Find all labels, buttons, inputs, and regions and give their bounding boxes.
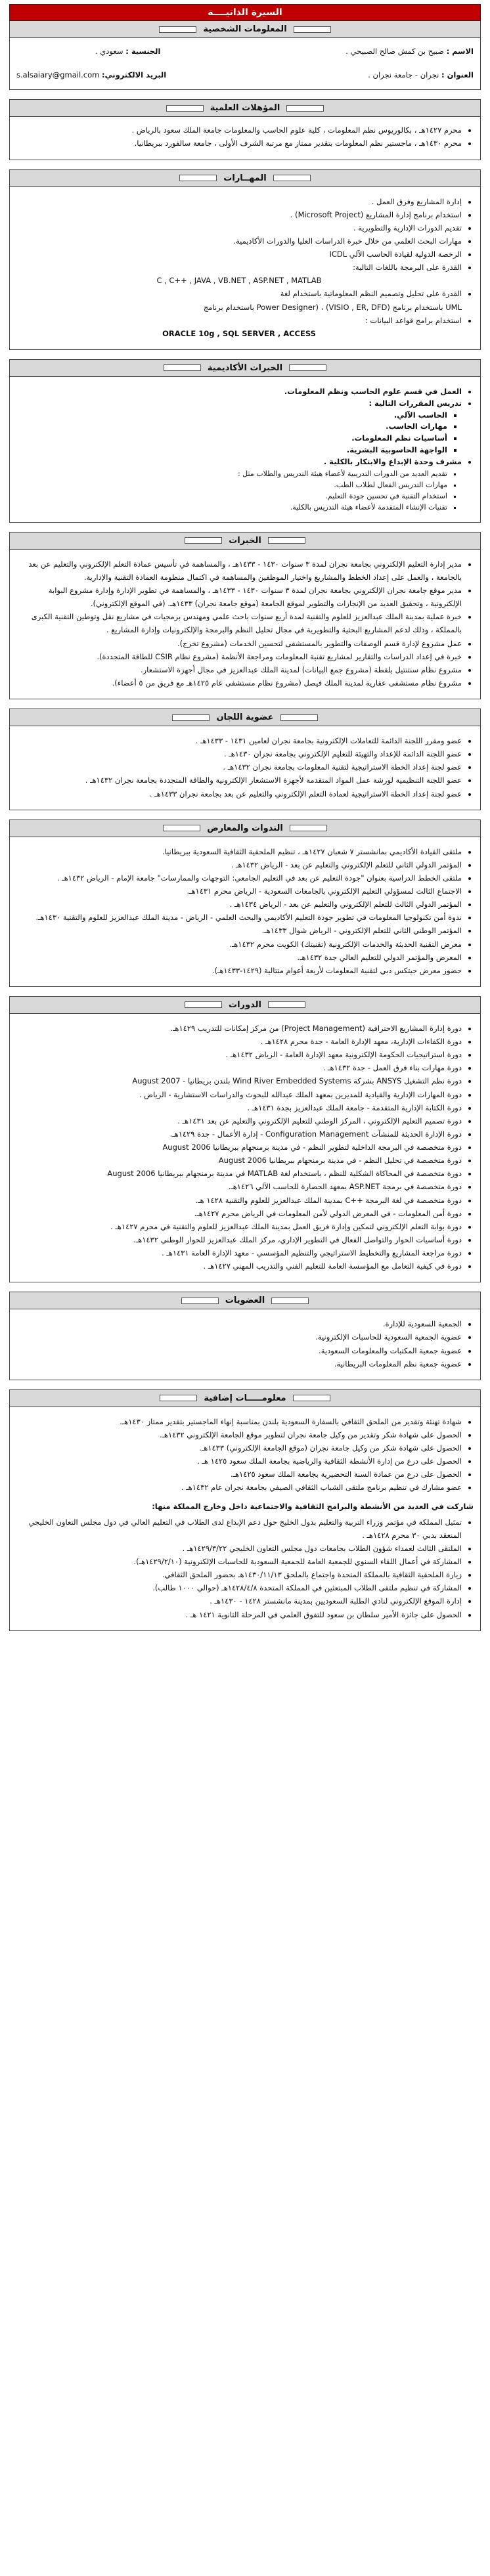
address-label: العنوان : bbox=[441, 70, 474, 80]
skill-item: C , C++ , JAVA , VB.NET , ASP.NET , MATLAB bbox=[156, 276, 322, 286]
supervisor-item: ▪ تقديم العديد من الدورات التدريبية لأعضاء هيئة التدريس والطلاب مثل : bbox=[16, 468, 447, 479]
experience-item: • مدير موقع جامعة نجران الإلكتروني بجامعة نجران لمدة ٣ سنوات ١٤٣٠ - ١٤٣٣هـ ، والمساهمة في تطوير الإدارة وإدارة مشروع البوابة الإلكترونية ، وتحقيق العديد من الإنجازات والتطوير لموقع الجامعة (موقع جامعة نجران) ١٤٣٣هـ. (في الموقع الإلكتروني). bbox=[16, 584, 462, 610]
committees-header bbox=[9, 709, 481, 726]
course-item: ▪ أساسيات نظم المعلومات. bbox=[16, 433, 447, 445]
memberships-list bbox=[16, 1317, 474, 1370]
additional-item: • شهادة تهنئة وتقدير من الملحق الثقافي بالسفارة السعودية بلندن بمناسبة إنهاء الماجستير بتقدير ممتاز ١٤٣٠هـ. bbox=[16, 1415, 462, 1428]
academic-header bbox=[9, 359, 481, 377]
committees-box bbox=[9, 726, 481, 810]
seminar-item: • ملتقى القيادة الأكاديمي بمانشستر ٧ شعبان ١٤٢٧هـ ، تنظيم الملحقية الثقافية السعودية ببريطانيا. bbox=[16, 845, 462, 858]
header-bar-left bbox=[166, 105, 204, 112]
participation-item: • المشاركة في تنظيم ملتقى الطلاب المبتعثين في المملكة المتحدة ١٤٢٨/٤/٨هـ (حوالي ١٠٠٠ طالب). bbox=[16, 1581, 462, 1594]
course-entry: • دورة بوابة التعلم الإلكتروني لتمكين وإدارة فريق العمل بمدينة الملك عبدالعزيز للعلوم والتقنية في محرم ١٤٢٧هـ . bbox=[16, 1220, 462, 1233]
skill-item: • استخدام برامج قواعد البيانات : bbox=[16, 314, 462, 327]
course-entry: • دورة متخصصة في البرمجة الداخلية لتطوير النظم - في مدينة برمنجهام ببريطانيا August 2006 bbox=[16, 1141, 462, 1154]
membership-item: • عضوية جمعية المكتبات والمعلومات السعودية. bbox=[16, 1344, 462, 1357]
course-entry: • دورة الكفاءات الإدارية، معهد الإدارة العامة - جدة محرم ١٤٢٨هـ . bbox=[16, 1035, 462, 1048]
experience-box bbox=[9, 550, 481, 699]
supervisor-label: • مشرف وحدة الإبداع والابتكار بالكلية . bbox=[16, 456, 462, 468]
header-bar-left bbox=[185, 537, 222, 544]
course-entry: • دورة أساسيات الحوار والتواصل الفعال في التطوير الإداري، مركز الملك عبدالعزيز للحوار الوطني ١٤٣٢هـ. bbox=[16, 1233, 462, 1246]
experience-item: • عمل مشروع لإدارة قسم الوصفات والتطوير بالمستشفى لتحسين الخدمات (مشروع تخرج). bbox=[16, 637, 462, 650]
seminar-item: • ندوة أمن تكنولوجيا المعلومات في تطوير جودة التعليم الأكاديمي والبحث العلمي - الرياض - مدينة الملك عبدالعزيز للعلوم والتقنية ١٤٣٠هـ. bbox=[16, 911, 462, 924]
supervisor-items bbox=[16, 468, 474, 513]
email-value[interactable]: s.alsaiary@gmail.com bbox=[16, 70, 100, 80]
memberships-header bbox=[9, 1292, 481, 1309]
supervisor-item: ▪ استخدام التقنية في تحسين جودة التعليم. bbox=[16, 491, 447, 502]
personal-info-heading: المعلومات الشخصية bbox=[203, 24, 287, 34]
additional-item: • عضو مشارك في تنظيم برنامج ملتقى الشباب الثقافي الصيفي بجامعة نجران عام ١٤٣٢هـ . bbox=[16, 1481, 462, 1494]
experience-item: • مدير إدارة التعليم الإلكتروني بجامعة نجران لمدة ٣ سنوات ١٤٣٠ - ١٤٣٣هـ ، والمساهمة في تأسيس عمادة التعلم الإلكتروني والتعليم عن بعد بالجامعة ، والعمل على إعداد الخطط والمشاريع واختيار الموظفين والمساهمة في اكتمال منظومة العمادة التقنية والإدارية. bbox=[16, 557, 462, 584]
nationality-value: سعودي . bbox=[95, 47, 123, 56]
education-box bbox=[9, 117, 481, 160]
personal-row-1 bbox=[16, 45, 474, 58]
course-entry: • دورة متخصصة في لغة البرمجة ++C بمدينة الملك عبدالعزيز للعلوم والتقنية ١٤٢٨ هـ. bbox=[16, 1194, 462, 1207]
skills-list bbox=[16, 195, 474, 340]
skill-item: • مهارات البحث العلمي من خلال خبرة الدراسات العليا والدورات الأكاديمية. bbox=[16, 234, 462, 248]
teaching-label: • تدريس المقررات التالية : bbox=[16, 398, 462, 410]
experience-item: • خبرة عملية بمدينة الملك عبدالعزيز للعلوم والتقنية لمدة أربع سنوات باحث علمي ومهندس برمجيات في مشاريع نقل وتوطين التقنية الكبرى بالمملكة ، وذلك لدعم المشاريع البحثية والتطويرية في مجال تحليل النظم والبرمجة والإلكترونيات وإدارة المشاريع . bbox=[16, 610, 462, 636]
education-list bbox=[16, 123, 474, 150]
skill-item: UML باستخدام برنامج (VISIO , ER, DFD) ، (Power Designer باستخدام برنامج bbox=[203, 302, 462, 312]
course-entry: • دورة استراتيجيات الحكومة الإلكترونية معهد الإدارة العامة - الرياض ١٤٣٢هـ . bbox=[16, 1048, 462, 1061]
seminar-item: • المؤتمر الوطني الثاني للتعلم الإلكتروني - الرياض شوال ١٤٣٣هـ. bbox=[16, 924, 462, 937]
course-entry: • دورة الكتابة الإدارية المتقدمة - جامعة الملك عبدالعزيز بجدة ١٤٣١هـ . bbox=[16, 1101, 462, 1114]
course-entry: • دورة نظم التشغيل ANSYS بشركة Wind River Embedded Systems بلندن بريطانيا - August 2007 bbox=[16, 1074, 462, 1087]
committee-item: • عضو لجنة إعداد الخطة الاستراتيجية لتقنية المعلومات بجامعة نجران ١٤٣٢هـ . bbox=[16, 760, 462, 774]
name-value: صبيح بن كمش صالح الصبيحي . bbox=[345, 47, 444, 56]
additional-item: • الحصول على شهادة شكر وتقدير من وكيل جامعة نجران لتطوير موقع الجامعة الإلكتروني ١٤٣٢هـ. bbox=[16, 1428, 462, 1441]
cv-container bbox=[9, 4, 481, 1631]
skill-item: • الرخصة الدولية لقيادة الحاسب الآلي ICDL bbox=[16, 248, 462, 261]
experience-heading: الخبرات bbox=[229, 535, 261, 546]
header-bar-right bbox=[290, 825, 327, 831]
additional-list bbox=[16, 1415, 474, 1495]
experience-item: • خبرة في إعداد الدراسات والتقارير لمشاريع تقنية المعلومات ومراجعة الأنظمة (مشروع نظام CSIR للطاقة المتجددة). bbox=[16, 650, 462, 663]
nationality-label: الجنسية : bbox=[125, 47, 161, 56]
membership-item: • عضوية الجمعية السعودية للحاسبات الإلكترونية. bbox=[16, 1330, 462, 1343]
experience-header bbox=[9, 532, 481, 550]
seminars-heading: الندوات والمعارض bbox=[207, 823, 283, 833]
seminar-item: • المؤتمر الدولي الثالث للتعلم الإلكتروني والتعليم عن بعد - الرياض ١٤٣٤هـ . bbox=[16, 898, 462, 911]
address-field bbox=[368, 68, 474, 81]
header-bar-right bbox=[294, 26, 331, 33]
header-bar-right bbox=[268, 1001, 305, 1008]
membership-item: • عضوية جمعية نظم المعلومات البريطانية. bbox=[16, 1357, 462, 1370]
participation-item: • المشاركة في أعمال اللقاء السنوي للجمعية العامة للجمعية السعودية للحاسبات الإلكترونية (١٤٢٩/٢/١٠هـ). bbox=[16, 1555, 462, 1568]
memberships-box bbox=[9, 1309, 481, 1380]
participation-item: • تمثيل المملكة في مؤتمر وزراء التربية والتعليم بدول الخليج حول دعم الإبداع لدى الطلاب في التعليم العالي في دول مجلس التعاون الخليجي المنعقد بدبي ٣٠ محرم ١٤٢٨هـ . bbox=[16, 1516, 462, 1542]
header-bar-right bbox=[286, 105, 324, 112]
supervisor-item: ▪ تقنيات الإنشاء المتقدمة لأعضاء هيئة التدريس بالكلية. bbox=[16, 502, 447, 513]
course-entry: • دورة مراجعة المشاريع والتخطيط الاستراتيجي والتنظيم المؤسسي - معهد الإدارة العامة ١٤٣١هـ . bbox=[16, 1246, 462, 1259]
personal-info-box bbox=[9, 38, 481, 90]
experience-item: • مشروع نظام سنتنتيل بلقطة (مشروع جمع البيانات) لمدينة الملك عبدالعزيز في مجال أجهزة الاستشعار. bbox=[16, 663, 462, 676]
course-entry: • دورة مهارات بناء فرق العمل - جدة ١٤٣٢هـ . bbox=[16, 1061, 462, 1074]
course-item: ▪ الواجهة الحاسوبية البشرية. bbox=[16, 445, 447, 456]
supervisor-list bbox=[16, 456, 474, 468]
skills-box bbox=[9, 187, 481, 350]
committees-list bbox=[16, 734, 474, 800]
course-entry: • دورة تصميم التعليم الإلكتروني ، المركز الوطني للتعليم الإلكتروني والتعليم عن بعد ١٤٣١هـ . bbox=[16, 1114, 462, 1127]
address-value: نجران - جامعة نجران . bbox=[368, 70, 439, 80]
skill-item: ORACLE 10g , SQL SERVER , ACCESS bbox=[162, 328, 316, 338]
additional-header bbox=[9, 1389, 481, 1407]
supervisor-item: ▪ مهارات التدريس الفعال لطلاب الطب. bbox=[16, 479, 447, 491]
additional-box bbox=[9, 1407, 481, 1631]
name-field bbox=[345, 45, 474, 58]
academic-intro: • العمل في قسم علوم الحاسب ونظم المعلومات. bbox=[16, 386, 462, 398]
committees-heading: عضوية اللجان bbox=[216, 712, 274, 722]
course-item: ▪ مهارات الحاسب. bbox=[16, 421, 447, 433]
participation-item: • الحصول على جائزة الأمير سلطان بن سعود للتفوق العلمي في المرحلة الثانوية ١٤٢١ هـ . bbox=[16, 1608, 462, 1621]
personal-info-header bbox=[9, 21, 481, 38]
experience-list bbox=[16, 557, 474, 689]
header-bar-left bbox=[163, 825, 200, 831]
seminar-item: • معرض التقنية الحديثة والخدمات الإلكترونية (تقنيتك) الكويت محرم ١٤٣٢هـ. bbox=[16, 938, 462, 951]
education-heading: المؤهلات العلمية bbox=[210, 103, 280, 114]
additional-item: • الحصول على درع من إدارة الأنشطة الثقافية والرياضية بجامعة الملك سعود ١٤٢٥ هـ . bbox=[16, 1454, 462, 1468]
header-bar-left bbox=[164, 364, 201, 371]
skill-item: • القدرة على تحليل وتصميم النظم المعلوماتية باستخدام لغة bbox=[16, 287, 462, 300]
header-bar-right bbox=[271, 1298, 309, 1304]
participation-item: • إدارة الموقع الإلكتروني لنادي الطلبة السعوديين بمدينة مانشستر ١٤٢٨ - ١٤٣٠هـ . bbox=[16, 1594, 462, 1607]
experience-item: • مشروع نظام مستشفى عقارية لمدينة الملك فيصل (مشروع نظام مستشفى عام ١٤٢٥هـ مع فريق من ٥ أعضاء). bbox=[16, 676, 462, 689]
academic-heading: الخبرات الأكاديمية bbox=[207, 362, 283, 373]
seminar-item: • المؤتمر الدولي الثاني للتعلم الإلكتروني والتعليم عن بعد - الرياض ١٤٣٢هـ . bbox=[16, 858, 462, 871]
course-entry: • دورة الإدارة الحديثة للمنشآت Configuration Management - إدارة الأعمال - جدة ١٤٢٩هـ. bbox=[16, 1127, 462, 1141]
seminars-header bbox=[9, 819, 481, 837]
courses-heading: الدورات bbox=[229, 999, 261, 1010]
header-bar-left bbox=[181, 1298, 219, 1304]
committee-item: • عضو اللجنة التنظيمية لورشة عمل المواد المتقدمة لأجهزة الاستشعار الإلكترونية والطاقة المتجددة بجامعة نجران ١٤٣٢هـ . bbox=[16, 774, 462, 787]
course-entry: • دورة أمن المعلومات - في المعرض الدولي لأمن المعلومات في الرياض محرم ١٤٢٧هـ. bbox=[16, 1207, 462, 1220]
courses-header bbox=[9, 996, 481, 1014]
education-header bbox=[9, 99, 481, 117]
skills-header bbox=[9, 169, 481, 187]
additional-heading: معلومـــــات إضافية bbox=[204, 1393, 286, 1403]
committee-item: • عضو ومقرر اللجنة الدائمة للتعاملات الإلكترونية بجامعة نجران لعامين ١٤٣١ - ١٤٣٣هـ . bbox=[16, 734, 462, 747]
header-bar-right bbox=[289, 364, 326, 371]
seminars-list bbox=[16, 845, 474, 977]
course-entry: • دورة متخصصة في تحليل النظم - في مدينة برمنجهام ببريطانيا August 2006 bbox=[16, 1154, 462, 1167]
membership-item: • الجمعية السعودية للإدارة. bbox=[16, 1317, 462, 1330]
course-entry: • دورة في كيفية التعامل مع المؤسسة العامة للتعليم الفني والتدريب المهني ١٤٢٧هـ . bbox=[16, 1259, 462, 1273]
name-label: الاسم : bbox=[446, 47, 474, 56]
skill-item: • تقديم الدورات الإدارية والتطويرية . bbox=[16, 221, 462, 234]
skills-heading: المهــارات bbox=[223, 173, 267, 183]
course-entry: • دورة متخصصة في برمجة ASP.NET بمعهد الحضارة للحاسب الآلي ١٤٢٦هـ. bbox=[16, 1180, 462, 1193]
course-entry: • دورة إدارة المشاريع الاحترافية (Project Management) من مركز إمكانات للتدريب ١٤٢٩هـ. bbox=[16, 1022, 462, 1035]
committee-item: • عضو لجنة إعداد الخطة الاستراتيجية لعمادة التعلم الإلكتروني والتعليم عن بعد بجامعة نجران ١٤٣٣هـ . bbox=[16, 787, 462, 800]
committee-item: • عضو اللجنة الدائمة للإعداد والتهيئة للتعليم الإلكتروني بجامعة نجران ١٤٣٠هـ . bbox=[16, 747, 462, 760]
header-bar-left bbox=[159, 26, 196, 33]
participation-title: شاركت في العديد من الأنشطة والبرامج الثقافية والاجتماعية داخل وخارج المملكة منها: bbox=[152, 1501, 474, 1511]
additional-item: • الحصول على درع من عمادة السنة التحضيرية بجامعة الملك سعود ١٤٢٥هـ. bbox=[16, 1468, 462, 1481]
participation-list bbox=[16, 1516, 474, 1621]
course-item: ▪ الحاسب الآلي. bbox=[16, 410, 447, 422]
skill-item: • استخدام برنامج إدارة المشاريع (Microsoft Project) . bbox=[16, 208, 462, 221]
participation-item: • الملتقى الثالث لعمداء شؤون الطلاب بجامعات دول مجلس التعاون الخليجي ١٤٢٩/٣/٢٢هـ . bbox=[16, 1542, 462, 1555]
seminar-item: • حضور معرض جيتكس دبي لتقنية المعلومات لأربعة أعوام متتالية (١٤٢٩-١٤٣٣هـ). bbox=[16, 964, 462, 977]
seminar-item: • المعرض والمؤتمر الدولي للتعليم العالي جدة ١٤٣٢هـ. bbox=[16, 951, 462, 964]
header-bar-right bbox=[273, 175, 311, 181]
header-bar-right bbox=[293, 1395, 330, 1401]
seminars-box bbox=[9, 837, 481, 987]
skill-item: • إدارة المشاريع وفرق العمل . bbox=[16, 195, 462, 208]
academic-list bbox=[16, 386, 474, 410]
participation-item: • زيارة الملحقية الثقافية بالمملكة المتحدة واجتماع بالملحق ١٤٣٠/١١/١٣هـ بحضور الملحق الثقافي. bbox=[16, 1568, 462, 1581]
education-item: • محرم ١٤٣٠هـ ، ماجستير نظم المعلومات بتقدير ممتاز مع مرتبة الشرف الأولى ، جامعة سالفورد ببريطانيا. bbox=[16, 137, 462, 150]
memberships-heading: العضويات bbox=[225, 1296, 265, 1306]
email-label: البريد الالكتروني: bbox=[102, 70, 167, 80]
courses-list bbox=[16, 1022, 474, 1273]
education-item: • محرم ١٤٢٧هـ ، بكالوريوس نظم المعلومات ، كلية علوم الحاسب والمعلومات جامعة الملك سعود بالرياض . bbox=[16, 123, 462, 137]
seminar-item: • ملتقى الخطط الدراسية بعنوان "جودة التعليم عن بعد في التعليم الجامعي: التوجهات والممارسات" جامعة الإمام - الرياض ١٤٣٢هـ . bbox=[16, 871, 462, 884]
header-bar-left bbox=[160, 1395, 197, 1401]
email-field bbox=[16, 68, 166, 81]
courses-box bbox=[9, 1014, 481, 1282]
skill-item: • القدرة على البرمجة باللغات التالية: bbox=[16, 261, 462, 274]
course-entry: • دورة متخصصة في المحاكاة الشكلية للنظم ، باستخدام لغة MATLAB في مدينة برمنجهام ببريطانيا August 2006 bbox=[16, 1167, 462, 1180]
header-bar-right bbox=[268, 537, 305, 544]
page-title: السيرة الذاتيــــة bbox=[9, 4, 481, 21]
academic-box bbox=[9, 377, 481, 523]
header-bar-left bbox=[179, 175, 217, 181]
header-bar-right bbox=[280, 714, 318, 721]
course-entry: • دورة المهارات الإدارية والقيادية للمديرين بمعهد الملك عبدالله للبحوث والدراسات الاستشارية - الرياض . bbox=[16, 1088, 462, 1101]
course-list bbox=[16, 410, 474, 456]
additional-item: • الحصول على شهادة شكر من وكيل جامعة نجران (موقع الجامعة الإلكتروني) ١٤٣٣هـ. bbox=[16, 1441, 462, 1454]
seminar-item: • الاجتماع الثالث لمسؤولي التعليم الإلكتروني بالجامعات السعودية - الرياض محرم ١٤٣١هـ. bbox=[16, 884, 462, 898]
personal-row-2 bbox=[16, 68, 474, 81]
header-bar-left bbox=[172, 714, 210, 721]
nationality-field bbox=[95, 45, 160, 58]
header-bar-left bbox=[185, 1001, 222, 1008]
